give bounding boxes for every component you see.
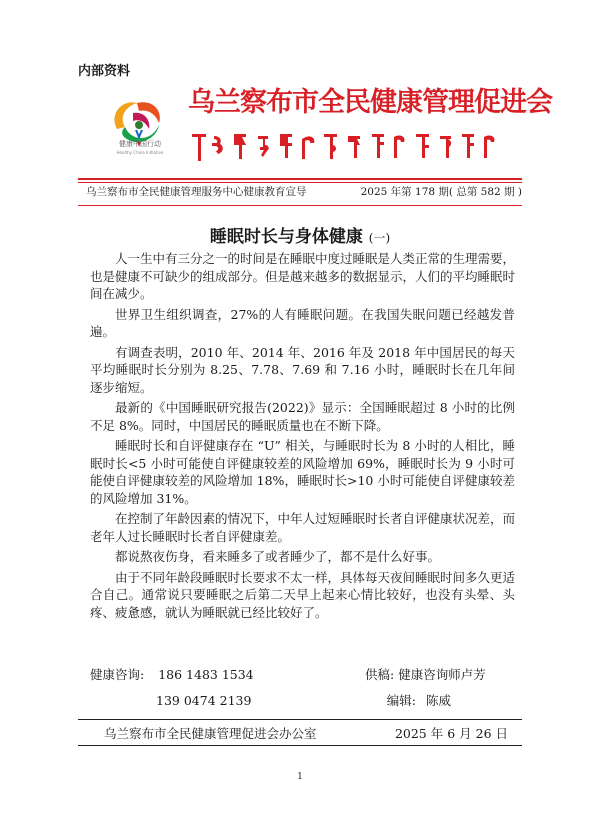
phone-1: 186 1483 1534 — [158, 667, 254, 682]
paragraph: 由于不同年龄段睡眠时长要求不太一样，具体每天夜间睡眠时间多久更适合自己。通常说只要睡眠之后第二天早上起来心情比较好，也没有头晕、头疼、疲惫感，就认为睡眠就已经比较好了。 — [90, 569, 516, 620]
page-number: 1 — [297, 772, 303, 782]
logo-subcaption: Healthy China Initiative — [116, 150, 164, 155]
article-part: (一) — [368, 231, 391, 245]
phone-2: 139 0474 2139 — [156, 693, 252, 708]
author-label: 供稿: — [365, 667, 395, 682]
author-name: 健康咨询师卢芳 — [398, 667, 486, 682]
footer-rule-top — [78, 719, 522, 720]
editor-label: 编辑: — [386, 693, 416, 708]
logo-caption-text: 健康中国行动 — [119, 140, 161, 148]
paragraph: 睡眠时长和自评健康存在 “U” 相关，与睡眠时长为 8 小时的人相比，睡眠时长<5 小时可能使自评健康较差的风险增加 69%，睡眠时长为 9 小时可能使自评健康较差的风险增加 18%，睡眠时长>10 小时可能使自评健康较差的风险增加 31%。 — [90, 438, 515, 506]
footer-line — [104, 724, 508, 742]
logo-caption — [96, 139, 184, 155]
paragraph: 在控制了年龄因素的情况下，中年人过短睡眠时长者自评健康状况差，而老年人过长睡眠时长者自评健康差。 — [90, 511, 516, 544]
footer-office: 乌兰察布市全民健康管理促进会办公室 — [104, 726, 317, 741]
article-title — [0, 222, 600, 247]
footer-rule-bottom — [78, 745, 522, 746]
publisher: 乌兰察布市全民健康管理服务中心健康教育宣导 — [86, 186, 307, 198]
consult-label: 健康咨询: — [90, 667, 145, 682]
issue-red-rule — [78, 205, 522, 206]
article-body — [90, 250, 515, 624]
header-red-rule — [78, 178, 522, 180]
paragraph: 世界卫生组织调查，27%的人有睡眠问题。在我国失眠问题已经越发普遍。 — [90, 306, 515, 339]
article-title-text: 睡眠时长与身体健康 — [209, 227, 363, 247]
editor-name: 陈威 — [425, 693, 451, 708]
internal-label: 内部资料 — [78, 64, 131, 79]
paragraph: 最新的《中国睡眠研究报告(2022)》显示：全国睡眠超过 8 小时的比例不足 8%。同时，中国居民的睡眠质量也在不断下降。 — [90, 400, 515, 433]
mongolian-script-title — [188, 128, 506, 168]
paragraph: 有调查表明，2010 年、2014 年、2016 年及 2018 年中国居民的每天平均睡眠时长分别为 8.25、7.78、7.69 和 7.16 小时，睡眠时长在几年间逐步缩短。 — [90, 344, 515, 395]
org-title: 乌兰察布市全民健康管理促进会 — [188, 87, 552, 118]
issue-line — [86, 184, 522, 202]
contacts-block — [90, 662, 515, 714]
paragraph: 人一生中有三分之一的时间是在睡眠中度过睡眠是人类正常的生理需要，也是健康不可缺少的组成部分。但是越来越多的数据显示，人们的平均睡眠时间在减少。 — [90, 251, 516, 301]
footer-date: 2025 年 6 月 26 日 — [394, 726, 508, 741]
issue-number: 2025 年第 178 期( 总第 582 期 ) — [360, 186, 522, 198]
header-red-rule-thin — [78, 182, 522, 183]
paragraph: 都说熬夜伤身，看来睡多了或者睡少了，都不是什么好事。 — [115, 549, 441, 564]
